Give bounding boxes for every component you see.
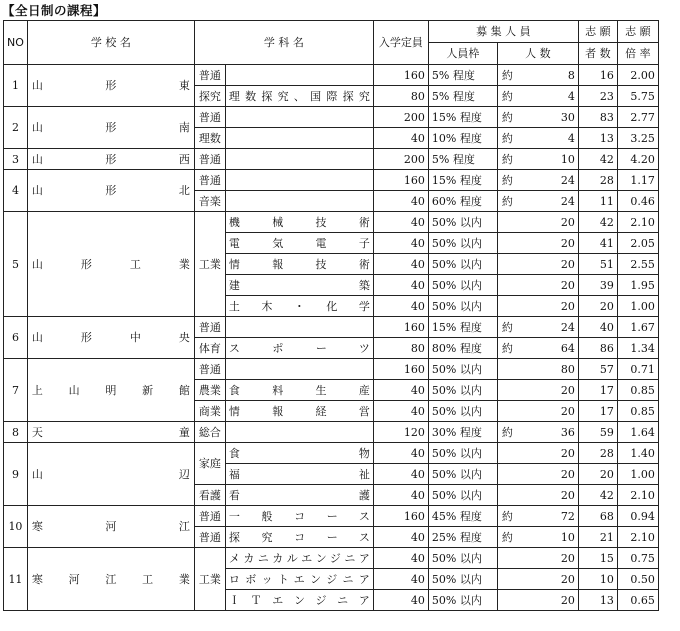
recruit-count [497, 296, 578, 317]
table-row [4, 212, 659, 233]
dept-name: 普通 [194, 359, 225, 380]
ratio: 0.50 [617, 569, 658, 590]
header-no: NO [4, 21, 28, 65]
dept-name: 総合 [194, 422, 225, 443]
recruit-frame: 50% 以内 [428, 590, 497, 611]
recruit-count-value: 20 [560, 257, 575, 271]
table-row [4, 65, 659, 86]
capacity: 200 [373, 107, 428, 128]
applicants: 10 [578, 569, 617, 590]
ratio: 1.67 [617, 317, 658, 338]
course-name [225, 422, 373, 443]
recruit-count [497, 107, 578, 128]
applicants: 86 [578, 338, 617, 359]
applicants: 59 [578, 422, 617, 443]
ratio: 1.64 [617, 422, 658, 443]
approx-label: 約 [501, 89, 513, 103]
applicants: 42 [578, 485, 617, 506]
recruit-frame: 50% 以内 [428, 548, 497, 569]
school-name: 山形工業 [27, 212, 194, 317]
recruit-frame: 50% 以内 [428, 401, 497, 422]
admissions-table [3, 20, 659, 611]
applicants: 17 [578, 401, 617, 422]
recruit-count [497, 401, 578, 422]
applicants: 13 [578, 590, 617, 611]
approx-label: 約 [501, 152, 513, 166]
applicants: 21 [578, 527, 617, 548]
course-name: 情報経営 [225, 401, 373, 422]
recruit-frame: 10% 程度 [428, 128, 497, 149]
ratio: 2.10 [617, 485, 658, 506]
recruit-frame: 50% 以内 [428, 275, 497, 296]
ratio: 2.55 [617, 254, 658, 275]
dept-name: 普通 [194, 317, 225, 338]
capacity: 40 [373, 275, 428, 296]
recruit-count-value: 20 [560, 299, 575, 313]
capacity: 40 [373, 527, 428, 548]
recruit-count-value: 72 [560, 509, 575, 523]
capacity: 40 [373, 548, 428, 569]
recruit-frame: 15% 程度 [428, 317, 497, 338]
recruit-frame: 30% 程度 [428, 422, 497, 443]
recruit-count-value: 20 [560, 467, 575, 481]
course-name: 情報技術 [225, 254, 373, 275]
recruit-count [497, 422, 578, 443]
capacity: 160 [373, 506, 428, 527]
recruit-count-value: 20 [560, 404, 575, 418]
recruit-count-value: 30 [560, 110, 575, 124]
table-row [4, 359, 659, 380]
capacity: 160 [373, 170, 428, 191]
recruit-count [497, 380, 578, 401]
applicants: 15 [578, 548, 617, 569]
ratio: 2.10 [617, 212, 658, 233]
recruit-count [497, 548, 578, 569]
school-name: 寒河江工業 [27, 548, 194, 611]
recruit-count [497, 317, 578, 338]
recruit-count [497, 170, 578, 191]
recruit-count [497, 527, 578, 548]
capacity: 40 [373, 464, 428, 485]
ratio: 0.94 [617, 506, 658, 527]
recruit-count [497, 569, 578, 590]
ratio: 1.00 [617, 296, 658, 317]
page-title: 【全日制の課程】 [2, 3, 107, 18]
school-name: 山辺 [27, 443, 194, 506]
capacity: 120 [373, 422, 428, 443]
approx-label: 約 [501, 425, 513, 439]
applicants: 23 [578, 86, 617, 107]
capacity: 40 [373, 443, 428, 464]
applicants: 68 [578, 506, 617, 527]
recruit-count [497, 149, 578, 170]
course-name [225, 149, 373, 170]
recruit-count-value: 36 [560, 425, 575, 439]
applicants: 17 [578, 380, 617, 401]
recruit-frame: 25% 程度 [428, 527, 497, 548]
course-name [225, 317, 373, 338]
applicants: 28 [578, 443, 617, 464]
applicants: 51 [578, 254, 617, 275]
school-no: 9 [4, 443, 28, 506]
recruit-count-value: 10 [560, 530, 575, 544]
applicants: 42 [578, 149, 617, 170]
recruit-count-value: 20 [560, 236, 575, 250]
table-row [4, 506, 659, 527]
recruit-count [497, 464, 578, 485]
recruit-count [497, 338, 578, 359]
recruit-frame: 45% 程度 [428, 506, 497, 527]
course-name: スポーツ [225, 338, 373, 359]
applicants: 83 [578, 107, 617, 128]
recruit-count-value: 20 [560, 488, 575, 502]
school-no: 10 [4, 506, 28, 548]
recruit-frame: 50% 以内 [428, 485, 497, 506]
approx-label: 約 [501, 320, 513, 334]
recruit-count [497, 590, 578, 611]
recruit-frame: 50% 以内 [428, 464, 497, 485]
capacity: 40 [373, 191, 428, 212]
course-name: 一般コース [225, 506, 373, 527]
ratio: 0.65 [617, 590, 658, 611]
recruit-count [497, 65, 578, 86]
recruit-frame: 15% 程度 [428, 107, 497, 128]
applicants: 11 [578, 191, 617, 212]
approx-label: 約 [501, 173, 513, 187]
dept-name: 普通 [194, 107, 225, 128]
capacity: 80 [373, 86, 428, 107]
applicants: 40 [578, 317, 617, 338]
ratio: 1.34 [617, 338, 658, 359]
dept-name: 家庭 [194, 443, 225, 485]
dept-name: 普通 [194, 527, 225, 548]
approx-label: 約 [501, 131, 513, 145]
approx-label: 約 [501, 194, 513, 208]
dept-name: 商業 [194, 401, 225, 422]
school-no: 5 [4, 212, 28, 317]
course-name: 機械技術 [225, 212, 373, 233]
capacity: 160 [373, 317, 428, 338]
header-applicants-2: 者 数 [578, 43, 617, 65]
course-name: 建築 [225, 275, 373, 296]
capacity: 40 [373, 233, 428, 254]
dept-name: 理数 [194, 128, 225, 149]
school-no: 4 [4, 170, 28, 212]
school-no: 1 [4, 65, 28, 107]
recruit-count [497, 254, 578, 275]
recruit-count-value: 20 [560, 278, 575, 292]
course-name [225, 191, 373, 212]
recruit-frame: 5% 程度 [428, 65, 497, 86]
course-name: ＩＴエンジニア [225, 590, 373, 611]
applicants: 39 [578, 275, 617, 296]
capacity: 160 [373, 65, 428, 86]
capacity: 40 [373, 296, 428, 317]
dept-name: 普通 [194, 65, 225, 86]
course-name: 福祉 [225, 464, 373, 485]
header-school: 学 校 名 [27, 21, 194, 65]
capacity: 160 [373, 359, 428, 380]
approx-label: 約 [501, 530, 513, 544]
ratio: 1.00 [617, 464, 658, 485]
recruit-count [497, 275, 578, 296]
applicants: 13 [578, 128, 617, 149]
applicants: 41 [578, 233, 617, 254]
recruit-count-value: 20 [560, 572, 575, 586]
recruit-count-value: 24 [560, 194, 575, 208]
course-name [225, 170, 373, 191]
school-name: 山形西 [27, 149, 194, 170]
capacity: 40 [373, 212, 428, 233]
recruit-count [497, 443, 578, 464]
course-name: 食物 [225, 443, 373, 464]
recruit-count-value: 20 [560, 383, 575, 397]
dept-name: 工業 [194, 548, 225, 611]
ratio: 4.20 [617, 149, 658, 170]
recruit-count-value: 20 [560, 446, 575, 460]
recruit-count [497, 233, 578, 254]
dept-name: 看護 [194, 485, 225, 506]
recruit-count-value: 20 [560, 551, 575, 565]
table-row [4, 149, 659, 170]
table-row [4, 422, 659, 443]
course-name [225, 107, 373, 128]
recruit-frame: 5% 程度 [428, 149, 497, 170]
dept-name: 普通 [194, 506, 225, 527]
course-name: 理数探究、国際探究 [225, 86, 373, 107]
header-ratio-1: 志 願 [617, 21, 658, 43]
approx-label: 約 [501, 509, 513, 523]
recruit-frame: 50% 以内 [428, 212, 497, 233]
ratio: 2.10 [617, 527, 658, 548]
ratio: 0.46 [617, 191, 658, 212]
ratio: 0.85 [617, 401, 658, 422]
school-name: 上山明新館 [27, 359, 194, 422]
table-row [4, 443, 659, 464]
dept-name: 普通 [194, 170, 225, 191]
ratio: 0.85 [617, 380, 658, 401]
school-no: 11 [4, 548, 28, 611]
capacity: 40 [373, 128, 428, 149]
ratio: 1.95 [617, 275, 658, 296]
approx-label: 約 [501, 110, 513, 124]
course-name: メカニカルエンジニア [225, 548, 373, 569]
header-ratio-2: 倍 率 [617, 43, 658, 65]
capacity: 40 [373, 401, 428, 422]
ratio: 2.05 [617, 233, 658, 254]
recruit-count [497, 212, 578, 233]
course-name [225, 65, 373, 86]
course-name: 電気電子 [225, 233, 373, 254]
applicants: 57 [578, 359, 617, 380]
recruit-count-value: 64 [560, 341, 575, 355]
dept-name: 工業 [194, 212, 225, 317]
course-name: ロボットエンジニア [225, 569, 373, 590]
recruit-count [497, 128, 578, 149]
capacity: 40 [373, 254, 428, 275]
dept-name: 普通 [194, 149, 225, 170]
applicants: 16 [578, 65, 617, 86]
capacity: 40 [373, 485, 428, 506]
ratio: 3.25 [617, 128, 658, 149]
school-no: 8 [4, 422, 28, 443]
dept-name: 音楽 [194, 191, 225, 212]
capacity: 40 [373, 380, 428, 401]
capacity: 200 [373, 149, 428, 170]
ratio: 1.17 [617, 170, 658, 191]
school-name: 寒河江 [27, 506, 194, 548]
school-name: 山形北 [27, 170, 194, 212]
ratio: 2.77 [617, 107, 658, 128]
dept-name: 探究 [194, 86, 225, 107]
applicants: 20 [578, 464, 617, 485]
ratio: 0.71 [617, 359, 658, 380]
applicants: 42 [578, 212, 617, 233]
approx-label: 約 [501, 341, 513, 355]
recruit-frame: 50% 以内 [428, 443, 497, 464]
recruit-count [497, 506, 578, 527]
recruit-frame: 50% 以内 [428, 233, 497, 254]
recruit-count [497, 485, 578, 506]
school-no: 2 [4, 107, 28, 149]
recruit-frame: 80% 程度 [428, 338, 497, 359]
recruit-frame: 50% 以内 [428, 359, 497, 380]
course-name: 探究コース [225, 527, 373, 548]
recruit-count-value: 8 [567, 68, 575, 82]
recruit-count [497, 359, 578, 380]
header-recruit-frame: 人員枠 [428, 43, 497, 65]
table-row [4, 170, 659, 191]
recruit-count-value: 24 [560, 173, 575, 187]
recruit-frame: 5% 程度 [428, 86, 497, 107]
recruit-frame: 50% 以内 [428, 380, 497, 401]
recruit-frame: 50% 以内 [428, 569, 497, 590]
recruit-count-value: 10 [560, 152, 575, 166]
capacity: 40 [373, 590, 428, 611]
course-name: 食料生産 [225, 380, 373, 401]
capacity: 40 [373, 569, 428, 590]
course-name [225, 128, 373, 149]
header-applicants-1: 志 願 [578, 21, 617, 43]
ratio: 2.00 [617, 65, 658, 86]
school-name: 山形南 [27, 107, 194, 149]
ratio: 1.40 [617, 443, 658, 464]
recruit-frame: 50% 以内 [428, 296, 497, 317]
table-row [4, 548, 659, 569]
header-dept: 学 科 名 [194, 21, 373, 65]
recruit-count-value: 4 [567, 89, 575, 103]
recruit-count-value: 20 [560, 215, 575, 229]
course-name: 看護 [225, 485, 373, 506]
table-row [4, 317, 659, 338]
recruit-count [497, 191, 578, 212]
course-name [225, 359, 373, 380]
dept-name: 体育 [194, 338, 225, 359]
table-row [4, 107, 659, 128]
ratio: 0.75 [617, 548, 658, 569]
recruit-count-value: 20 [560, 593, 575, 607]
school-no: 3 [4, 149, 28, 170]
school-no: 6 [4, 317, 28, 359]
header-recruit: 募 集 人 員 [428, 21, 578, 43]
applicants: 20 [578, 296, 617, 317]
school-name: 山形東 [27, 65, 194, 107]
recruit-count-value: 80 [560, 362, 575, 376]
approx-label: 約 [501, 68, 513, 82]
recruit-count-value: 24 [560, 320, 575, 334]
recruit-frame: 15% 程度 [428, 170, 497, 191]
school-no: 7 [4, 359, 28, 422]
recruit-count [497, 86, 578, 107]
applicants: 28 [578, 170, 617, 191]
recruit-count-value: 4 [567, 131, 575, 145]
school-name: 天童 [27, 422, 194, 443]
ratio: 5.75 [617, 86, 658, 107]
capacity: 80 [373, 338, 428, 359]
school-name: 山形中央 [27, 317, 194, 359]
recruit-frame: 60% 程度 [428, 191, 497, 212]
header-capacity: 入学定員 [373, 21, 428, 65]
header-recruit-count: 人 数 [497, 43, 578, 65]
course-name: 土木・化学 [225, 296, 373, 317]
recruit-frame: 50% 以内 [428, 254, 497, 275]
dept-name: 農業 [194, 380, 225, 401]
